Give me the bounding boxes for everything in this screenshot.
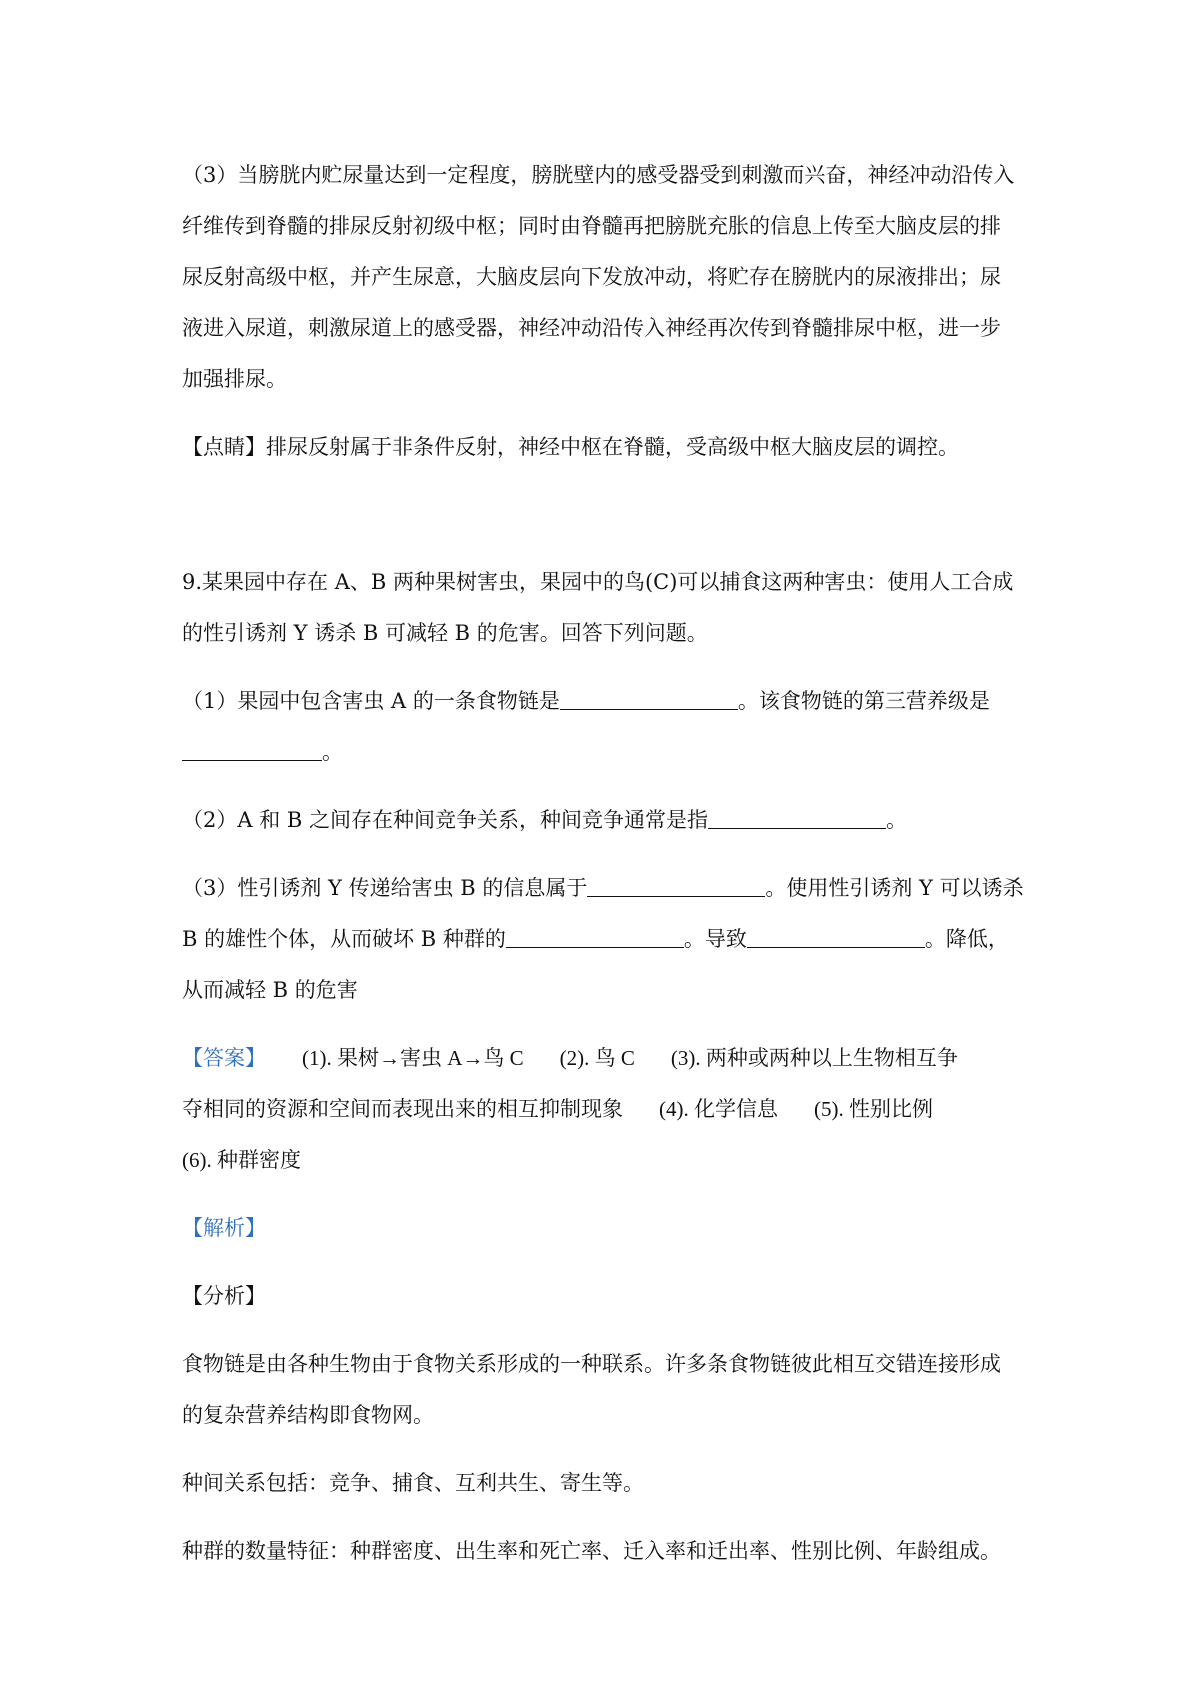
analysis-paragraph-3: 种群的数量特征：种群密度、出生率和死亡率、迁入率和迁出率、性别比例、年龄组成。 — [182, 1539, 1001, 1563]
answer-tag: 【答案】 — [182, 1046, 266, 1070]
answer-line — [182, 1084, 1032, 1135]
sub-question-text: （3）性引诱剂 Y 传递给害虫 B 的信息属于 — [182, 876, 588, 900]
sub-question-text: 。导致 — [683, 927, 747, 951]
sub-question-2 — [182, 795, 1032, 846]
sub-question-text: （2）A 和 B 之间存在种间竞争关系，种间竞争通常是指 — [182, 808, 708, 832]
analysis-paragraph-1 — [182, 1339, 1032, 1441]
analysis-paragraph-2: 种间关系包括：竞争、捕食、互利共生、寄生等。 — [182, 1471, 644, 1495]
answer-item: (5). 性别比例 — [814, 1097, 933, 1121]
question-stem-line: 9.某果园中存在 A、B 两种果树害虫，果园中的鸟(C)可以捕食这两种害虫：使用人工合成 — [182, 570, 1014, 594]
text-line: 加强排尿。 — [182, 367, 287, 391]
sub-question-text: 。该食物链的第三营养级是 — [737, 689, 990, 713]
answer-blank — [587, 872, 765, 897]
answer-blank — [560, 685, 738, 710]
answer-line: (6). 种群密度 — [182, 1148, 301, 1172]
text-line: （3）当膀胱内贮尿量达到一定程度，膀胱壁内的感受器受到刺激而兴奋，神经冲动沿传入 — [182, 163, 1015, 187]
sub-question-3-cont — [182, 914, 1032, 965]
dianjing-note — [182, 422, 1032, 473]
sub-question-1 — [182, 676, 1032, 727]
sub-question-text: （1）果园中包含害虫 A 的一条食物链是 — [182, 689, 560, 713]
dianjing-text: 排尿反射属于非条件反射，神经中枢在脊髓，受高级中枢大脑皮层的调控。 — [266, 435, 959, 459]
answer-blank — [506, 923, 684, 948]
sub-question-1-cont — [182, 727, 1032, 778]
answer-item: (3). 两种或两种以上生物相互争 — [670, 1046, 958, 1070]
sub-question-3 — [182, 863, 1032, 914]
dianjing-tag: 【点睛】 — [182, 435, 266, 459]
text-line: 食物链是由各种生物由于食物关系形成的一种联系。许多条食物链彼此相互交错连接形成 — [182, 1352, 1001, 1376]
jiexi-tag: 【解析】 — [182, 1216, 266, 1240]
text-line: 液进入尿道，刺激尿道上的感受器，神经冲动沿传入神经再次传到脊髓排尿中枢，进一步 — [182, 316, 1001, 340]
document-page — [182, 150, 1032, 1577]
answer-item: (2). 鸟 C — [559, 1046, 635, 1070]
question-stem-line: 的性引诱剂 Y 诱杀 B 可减轻 B 的危害。回答下列问题。 — [182, 621, 708, 645]
text-line: 尿反射高级中枢，并产生尿意，大脑皮层向下发放冲动，将贮存在膀胱内的尿液排出；尿 — [182, 265, 1001, 289]
answer-line — [182, 1033, 1032, 1084]
explanation-paragraph-3 — [182, 150, 1032, 405]
answer-blank — [708, 804, 886, 829]
answer-item: 夺相同的资源和空间而表现出来的相互抑制现象 — [182, 1097, 623, 1121]
sub-question-text: 。 — [885, 808, 907, 832]
sub-question-text: 。 — [322, 740, 343, 764]
answer-blank — [182, 736, 322, 761]
text-line: 纤维传到脊髓的排尿反射初级中枢；同时由脊髓再把膀胱充胀的信息上传至大脑皮层的排 — [182, 214, 1001, 238]
sub-question-3-cont: 从而减轻 B 的危害 — [182, 978, 358, 1002]
question-9 — [182, 557, 1032, 1016]
text-line: 的复杂营养结构即食物网。 — [182, 1403, 434, 1427]
fenxi-tag: 【分析】 — [182, 1284, 266, 1308]
sub-question-text: B 的雄性个体，从而破坏 B 种群的 — [182, 927, 506, 951]
answer-block — [182, 1033, 1032, 1186]
answer-item: (4). 化学信息 — [659, 1097, 778, 1121]
sub-question-text: 。降低， — [924, 927, 1009, 951]
answer-blank — [747, 923, 925, 948]
sub-question-text: 。使用性引诱剂 Y 可以诱杀 — [765, 876, 1024, 900]
answer-item: (1). 果树→害虫 A→鸟 C — [302, 1046, 524, 1070]
